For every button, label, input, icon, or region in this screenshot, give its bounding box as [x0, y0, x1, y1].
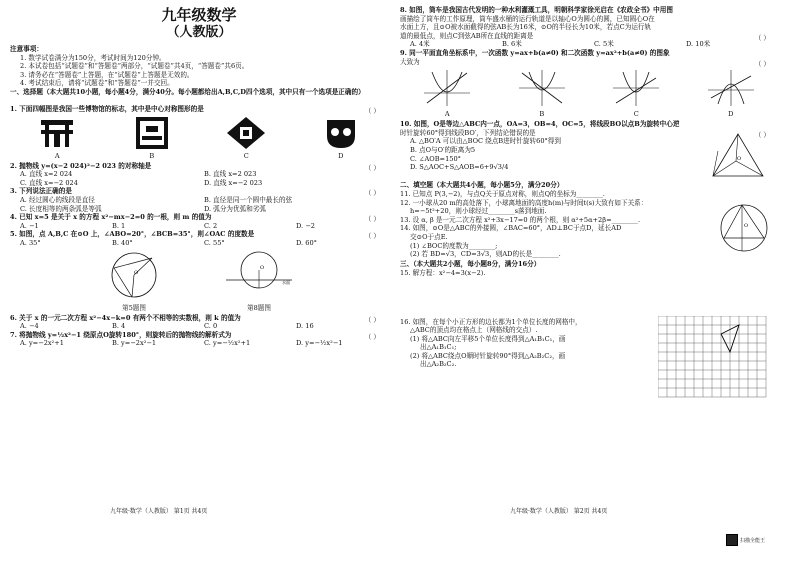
q9-graphs	[400, 68, 778, 118]
question-6: 6. 关于 x 的一元二次方程 x²−4x−k=0 有两个不相等的实数根，则 k 的值为	[10, 313, 241, 322]
question-10-line-2: 时针旋转60°得到线段BO′，下列结论错误的是	[400, 128, 536, 137]
svg-text:水面: 水面	[282, 279, 290, 285]
section-3-heading: 三、（本大题共2小题，每小题8分，满分16分）	[400, 260, 541, 269]
circle-figure-icon	[104, 250, 164, 300]
circumcircle-figure-icon	[718, 202, 770, 254]
question-16-line-3: (1) 将△ABC向左平移5个单位长度得到△A₁B₁C₁，画	[410, 334, 566, 343]
parabola-graph-icon	[706, 68, 756, 108]
question-8-line-4: 道的最低点，则点C到弦AB所在直线的距离是	[400, 31, 534, 40]
water-wheel-icon	[224, 250, 294, 300]
qr-code-icon	[726, 534, 738, 546]
question-12-line-1: 12. 一小球从20 m的高处落下，小球离地面的高度h(m)与时间t(s)大致有如下关系：	[400, 198, 648, 207]
answer-paren: （ ）	[754, 33, 770, 42]
figure-5: O 第5题图	[104, 250, 164, 312]
museum-logo-b-icon	[132, 116, 172, 150]
question-11: 11. 已知点 P(3,−2)，与点Q关于原点对称，则点Q的坐标为________.	[400, 189, 605, 198]
q10-option-c: C. ∠AOB=150°	[410, 154, 461, 163]
answer-paren: （ ）	[754, 130, 770, 139]
question-1: 1. 下面四幅图是我国一些博物馆的标志，其中是中心对称图形的是	[10, 104, 204, 113]
q3-option-a: A. 经过圆心的线段是直径	[20, 195, 95, 204]
q7-option-d: D. y=−½x²−1	[296, 339, 343, 348]
logo-c: C	[226, 116, 266, 160]
svg-text:O: O	[134, 269, 139, 276]
figure-8: O 水面 第8题图	[224, 250, 294, 312]
notice-1: 1. 数学试卷满分为150分，考试时间为120分钟。	[20, 53, 166, 62]
museum-logo-c-icon	[226, 116, 266, 150]
question-16-line-4: 出△A₁B₁C₁;	[420, 343, 457, 352]
q2-option-c: C. 直线 x=−2 024	[20, 178, 78, 187]
question-16-line-6: 出△A₂B₂C₂.	[420, 360, 457, 369]
q9-graph-a: A	[422, 68, 472, 118]
answer-paren: （ ）	[364, 163, 380, 172]
scanner-label: 扫描全能王	[740, 537, 766, 544]
svg-text:O: O	[737, 156, 742, 163]
question-16-line-2: △ABC的顶点均在格点上（网格线的交点）.	[410, 326, 538, 335]
question-9-line-1: 9. 同一平面直角坐标系中，一次函数 y=ax+b(a≠0) 和二次函数 y=ax²+b(a≠0) 的图象	[400, 48, 670, 57]
question-9-line-2: 大致为	[400, 57, 420, 66]
section-1-heading: 一、选择题（本大题共10小题，每小题4分，满分40分。每小题都给出A,B,C,D四个选项，其中只有一个选项是正确的）	[10, 87, 365, 96]
museum-logos	[10, 116, 388, 160]
q6-option-b: B. 4	[112, 322, 126, 331]
parabola-graph-icon	[517, 68, 567, 108]
q8-option-b: B. 6米	[502, 40, 522, 49]
answer-paren: （ ）	[364, 315, 380, 324]
q7-option-b: B. y=−2x²−1	[112, 339, 157, 348]
question-14-line-1: 14. 如图，⊙O是△ABC的外接圆，∠BAC=60°，AD⊥BC于点D，延长AD	[400, 224, 622, 233]
question-12-line-2: h=−5t²+20，则小球经过________s落到地面.	[410, 207, 547, 216]
svg-text:O: O	[260, 264, 265, 271]
answer-paren: （ ）	[364, 232, 380, 241]
question-8-line-1: 8. 如图，筒车是我国古代发明的一种水利灌溉工具，明朝科学家徐光启在《农政全书》中用图	[400, 6, 673, 14]
page-footer: 九年级·数学（人教版） 第1页 共4页	[110, 508, 208, 515]
answer-paren: （ ）	[364, 189, 380, 198]
question-14-line-4: (2) 若 BD=√3，CD=3√3，则AD的长是________.	[410, 250, 561, 259]
q3-option-d: D. 弧分为优弧和劣弧	[204, 204, 266, 213]
q6-option-a: A. −4	[20, 322, 39, 331]
q8-option-a: A. 4米	[410, 40, 430, 49]
question-8-line-2: 画描绘了筒车的工作原理，筒车盛水桶的运行轨道是以轴心O为圆心的圆，已知圆心O在	[400, 14, 655, 23]
section-2-heading: 二、填空题（本大题共4小题，每小题5分，满分20分）	[400, 181, 564, 190]
grid-figure-icon	[658, 316, 768, 406]
question-13: 13. 设 α, β 是一元二次方程 x²+3x−17=0 的两个根，则 α²+5α+2β=________.	[400, 215, 641, 224]
q4-option-b: B. 1	[112, 221, 126, 230]
q5-option-a: A. 35°	[20, 238, 41, 247]
left-page	[10, 6, 388, 516]
parabola-graph-icon	[611, 68, 661, 108]
question-5: 5. 如图，点 A,B,C 在⊙O 上，∠ABO=20°，∠BCB=35°，则∠OAC 的度数是	[10, 230, 255, 239]
q2-option-d: D. 直线 x=−2 023	[204, 178, 263, 187]
q2-option-b: B. 直线 x=2 023	[204, 170, 257, 179]
q10-option-d: D. S△AOC+S△AOB=6+9√3/4	[410, 163, 509, 172]
notice-heading: 注意事项：	[10, 45, 43, 53]
q4-option-a: A. −1	[20, 221, 39, 230]
q3-option-c: C. 长度相等的两条弧是等弧	[20, 204, 102, 213]
q5-option-c: C. 55°	[204, 238, 225, 247]
q2-option-a: A. 直线 x=2 024	[20, 170, 73, 179]
question-4: 4. 已知 x=5 是关于 x 的方程 x²−mx−2=0 的一根，则 m 的值为	[10, 213, 212, 222]
q4-option-d: D. −2	[296, 221, 315, 230]
question-15: 15. 解方程：x²−4=3(x−2).	[400, 268, 486, 277]
q7-option-a: A. y=−2x²+1	[20, 339, 65, 348]
q7-option-c: C. y=−½x²+1	[204, 339, 251, 348]
question-2: 2. 抛物线 y=(x−2 024)²−2 023 的对称轴是	[10, 161, 152, 170]
q8-option-c: C. 5米	[594, 40, 614, 49]
q6-option-c: C. 0	[204, 322, 218, 331]
logo-b: B	[132, 116, 172, 160]
notice-2: 2. 本试卷包括“试题卷”和“答题卷”两部分，“试题卷”共4页，“答题卷”共6页。	[20, 62, 249, 71]
museum-logo-d-icon	[321, 116, 361, 150]
question-16-line-1: 16. 如图，在每个小正方形的边长都为1个单位长度的网格中，	[400, 317, 582, 326]
question-14-line-3: (1) ∠BOC的度数为________;	[410, 241, 498, 250]
q9-graph-c: C	[611, 68, 661, 118]
logo-a: A	[37, 116, 77, 160]
answer-paren: （ ）	[364, 332, 380, 341]
figures-5-8	[10, 250, 388, 312]
parabola-graph-icon	[422, 68, 472, 108]
answer-paren: （ ）	[364, 106, 380, 115]
logo-d: D	[321, 116, 361, 160]
q10-option-b: B. 点O与O′的距离为5	[410, 145, 476, 154]
q3-option-b: B. 直径是同一个圆中最长的弦	[204, 195, 293, 204]
question-16-line-5: (2) 将△ABC绕点O顺时针旋转90°得到△A₂B₂C₂，画	[410, 351, 566, 360]
notice-4: 4. 考试结束后，请将“试题卷”和“答题卷”一并交回。	[20, 79, 174, 88]
q5-option-d: D. 60°	[296, 238, 317, 247]
answer-paren: （ ）	[364, 215, 380, 224]
question-7: 7. 将抛物线 y=½x²−1 绕原点O旋转180°，则旋转后的抛物线的解析式为	[10, 330, 232, 339]
q10-option-a: A. △BO′A 可以由△BOC 绕点B进时针旋转60°得到	[410, 137, 561, 146]
question-10-line-1: 10. 如图，O是等边△ABC内一点，OA=3，OB=4，OC=5，将线段BO以点B为旋转中心逆	[400, 120, 680, 129]
page-footer: 九年级·数学（人教版） 第2页 共4页	[510, 508, 608, 515]
q9-graph-b: B	[517, 68, 567, 118]
question-3: 3. 下列说法正确的是	[10, 187, 72, 196]
q4-option-c: C. 2	[204, 221, 218, 230]
notice-3: 3. 请务必在“答题卷”上答题，在“试题卷”上答题是无效的。	[20, 70, 194, 79]
page-subtitle: （人教版）	[166, 25, 232, 40]
right-page	[400, 6, 778, 516]
triangle-figure-icon	[708, 131, 768, 181]
page-title: 九年级数学	[161, 6, 237, 24]
svg-text:O: O	[744, 223, 749, 230]
museum-logo-a-icon	[37, 116, 77, 150]
answer-paren: （ ）	[754, 59, 770, 68]
q6-option-d: D. 16	[296, 322, 314, 331]
q8-option-d: D. 10米	[686, 40, 711, 49]
q5-option-b: B. 40°	[112, 238, 133, 247]
scanner-watermark	[726, 534, 765, 546]
question-14-line-2: 交⊙O于点E.	[410, 232, 448, 241]
question-8-line-3: 水面上方，且⊙O被水面截得的弦AB长为16米，⊙O的半径长为10米，若点C为运行轨	[400, 23, 652, 32]
q9-graph-d: D	[706, 68, 756, 118]
